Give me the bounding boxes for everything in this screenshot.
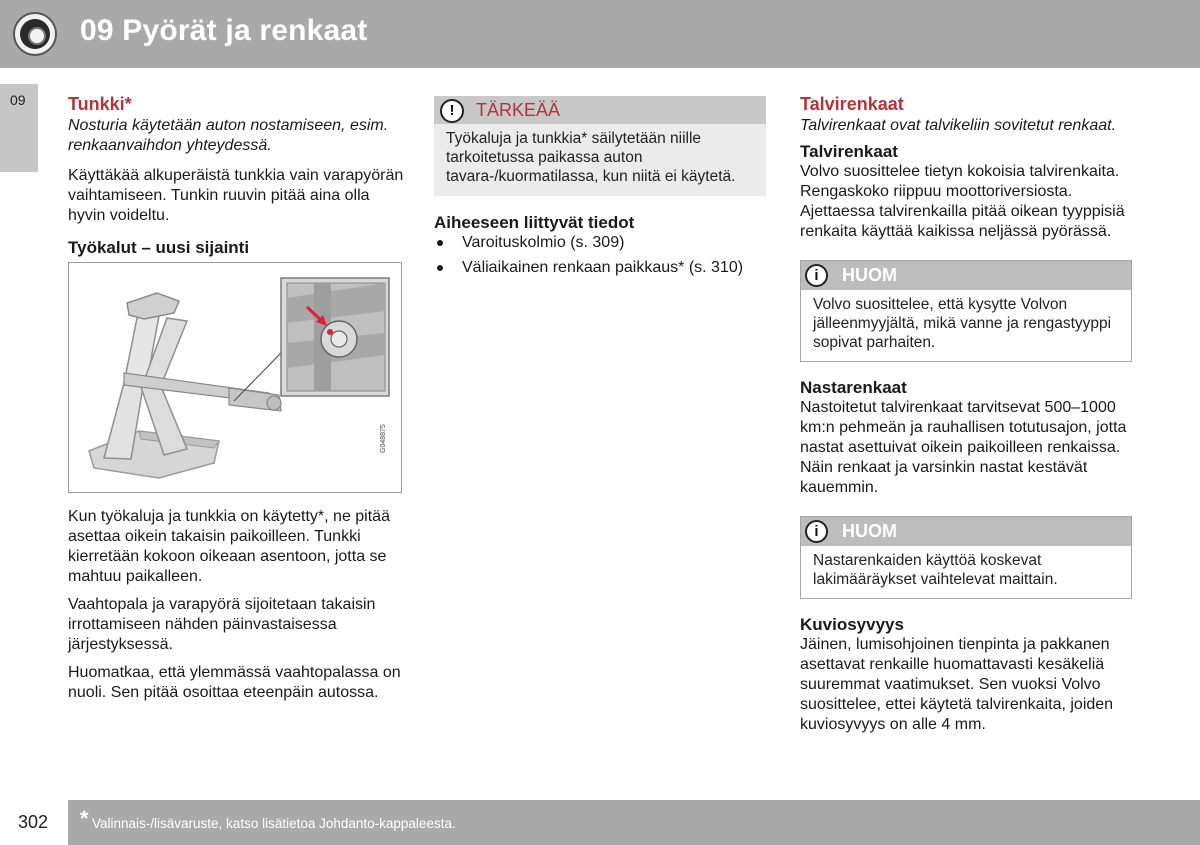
note-label-regulations: HUOM	[842, 521, 897, 541]
paragraph-studded-tires: Nastoitetut talvirenkaat tarvitsevat 500–1000 km:n pehmeän ja rauhallisen totutusajon, jotta nastat asettuivat oikein paikoilleen renkaissa. Näin renkaat ja varsinkin nastat kestävät kauemmin.	[800, 399, 1127, 496]
note-label-dealer: HUOM	[842, 265, 897, 285]
tire-icon	[13, 12, 57, 56]
footnote-star: *	[80, 806, 89, 831]
jack-drawing	[69, 263, 403, 494]
column-jack	[68, 94, 408, 703]
info-icon: i	[805, 264, 828, 287]
note-text-regulations: Nastarenkaiden käyttöä koskevat lakimääräykset vaihtelevat maittain.	[813, 552, 1058, 588]
page-header	[0, 0, 1200, 68]
note-box-regulations	[800, 516, 1132, 599]
subheading-tread-depth: Kuviosyvyys	[800, 615, 904, 634]
related-link-warning-triangle[interactable]: Varoituskolmio (s. 309)	[434, 233, 766, 253]
note-header-dealer	[801, 261, 1131, 290]
info-icon: i	[805, 520, 828, 543]
footer-bar	[68, 800, 1200, 845]
paragraph-return-tools: Kun työkaluja ja tunkkia on käytetty*, ne pitää asettaa oikein takaisin paikoilleen. Tunkki kierretään kokoon oikeaan asentoon, jotta se mahtuu paikalleen.	[68, 508, 390, 585]
column-winter-tires	[800, 94, 1132, 735]
figure-code: G048875	[380, 424, 387, 453]
subheading-tools-location: Työkalut – uusi sijainti	[68, 238, 250, 257]
paragraph-jack-usage: Käyttäkää alkuperäistä tunkkia vain varapyörän vaihtamiseen. Tunkin ruuvin pitää aina olla hyvin voideltu.	[68, 167, 404, 224]
page-number: 302	[18, 812, 49, 832]
paragraph-tread-depth: Jäinen, lumisohjoinen tienpinta ja pakkanen asettavat renkaille huomattavasti kesäkeliä suuremmat vaatimukset. Sen vuoksi Volvo suosittelee, ettei käytetä talvirenkaita, joiden kuviosyvyys on alle 4 mm.	[800, 636, 1114, 733]
chapter-tab	[0, 84, 38, 172]
section-heading-winter-tires: Talvirenkaat	[800, 94, 904, 114]
footnote-text: Valinnais-/lisävaruste, katso lisätietoa Johdanto-kappaleesta.	[92, 816, 456, 831]
paragraph-foam-arrow: Huomatkaa, että ylemmässä vaahtopalassa on nuoli. Sen pitää osoittaa eteenpäin autossa.	[68, 664, 401, 701]
note-text-dealer: Volvo suosittelee, että kysytte Volvon jälleenmyyjältä, mikä vanne ja rengastyyppi sopivat parhaiten.	[813, 296, 1112, 351]
subheading-winter-tires: Talvirenkaat	[800, 142, 898, 161]
important-text: Työkaluja ja tunkkia* säilytetään niille tarkoitetussa paikassa auton tavara-/kuormatilassa, kun niitä ei käytetä.	[446, 130, 736, 185]
subheading-studded-tires: Nastarenkaat	[800, 378, 907, 397]
paragraph-foam-spare: Vaahtopala ja varapyörä sijoitetaan takaisin irrottamiseen nähden päinvastaisessa järjestyksessä.	[68, 596, 376, 653]
note-header-regulations	[801, 517, 1131, 546]
related-heading: Aiheeseen liittyvät tiedot	[434, 213, 635, 232]
column-important	[434, 96, 766, 283]
exclamation-icon: !	[440, 99, 464, 123]
related-list	[434, 233, 766, 278]
related-link-tire-repair[interactable]: Väliaikainen renkaan paikkaus* (s. 310)	[434, 258, 766, 278]
note-box-dealer	[800, 260, 1132, 362]
section-heading-jack: Tunkki*	[68, 94, 132, 114]
section-intro-jack: Nosturia käytetään auton nostamiseen, esim. renkaanvaihdon yhteydessä.	[68, 117, 389, 154]
paragraph-winter-tires: Volvo suosittelee tietyn kokoisia talvirenkaita. Rengaskoko riippuu moottoriversiosta. Ajettaessa talvirenkailla pitää oikean tyyppisiä renkaita käyttää kaikissa neljässä pyörässä.	[800, 163, 1125, 240]
important-box	[434, 96, 766, 196]
section-intro-winter-tires: Talvirenkaat ovat talvikeliin sovitetut renkaat.	[800, 117, 1117, 134]
important-box-header	[434, 96, 766, 124]
important-label: TÄRKEÄÄ	[476, 100, 561, 120]
jack-illustration	[68, 262, 402, 493]
chapter-tab-label: 09	[10, 92, 26, 108]
chapter-title: 09 Pyörät ja renkaat	[80, 14, 368, 47]
